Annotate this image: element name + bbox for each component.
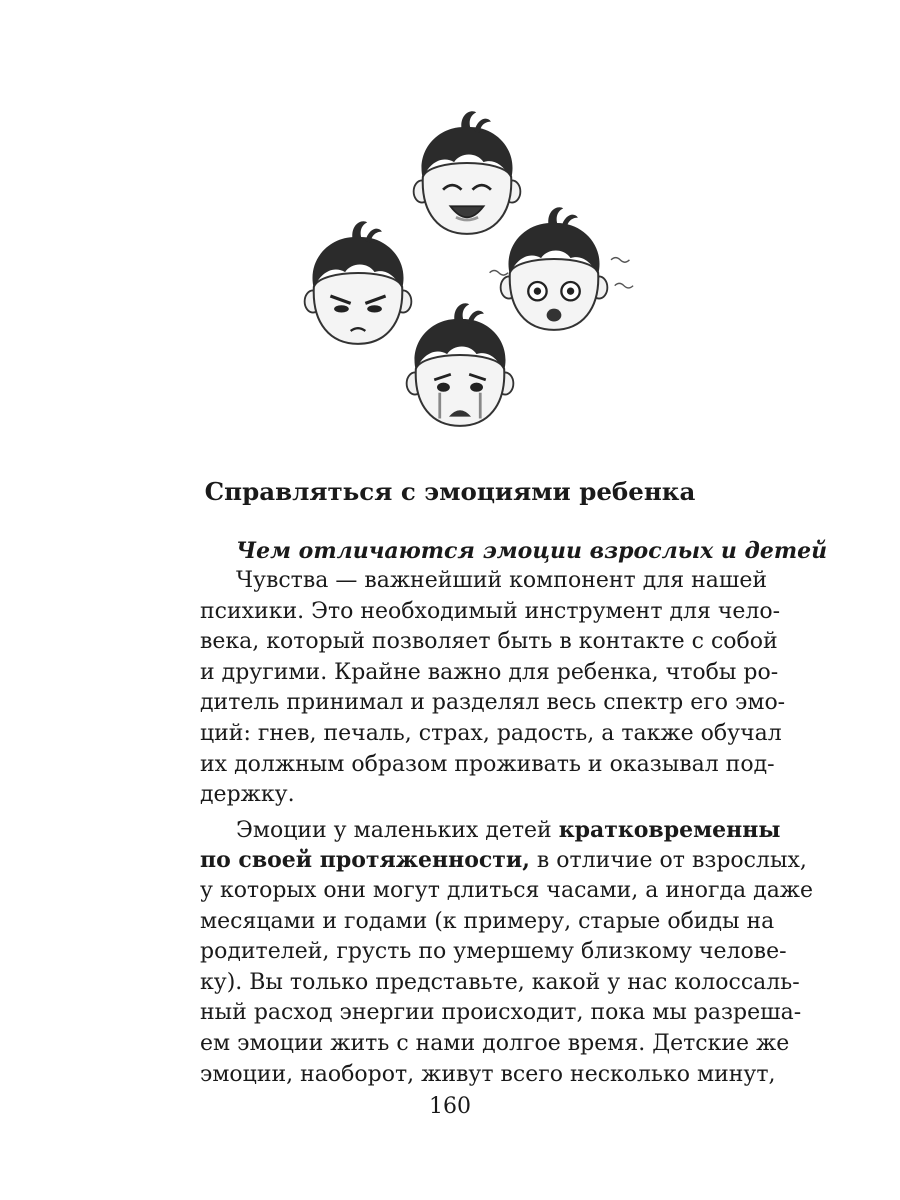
emotion-faces-illustration	[290, 100, 640, 445]
text-line: у которых они могут длиться часами, а иногда даже	[200, 877, 814, 903]
text-line: ций: гнев, печаль, страх, радость, а также обучал	[200, 720, 782, 746]
text-line: держку.	[200, 782, 295, 808]
page-number: 160	[429, 1094, 471, 1119]
bold-emphasis: кратковременны	[558, 816, 781, 843]
four-child-emotion-faces-icon	[290, 100, 640, 445]
text-line: психики. Это необходимый инструмент для чело-	[200, 598, 781, 624]
sadness-face-icon	[407, 303, 514, 426]
text-run: Эмоции у маленьких детей	[236, 817, 559, 843]
text-line: ем эмоции жить с нами долгое время. Детские же	[200, 1030, 790, 1056]
text-line: месяцами и годами (к примеру, старые обиды на	[200, 908, 775, 934]
text-line: дитель принимал и разделял весь спектр его эмо-	[200, 690, 786, 716]
text-line	[200, 815, 781, 846]
text-line: века, который позволяет быть в контакте с собой	[200, 629, 778, 655]
text-line: их должным образом проживать и оказывал под-	[200, 751, 775, 777]
body-text	[200, 566, 814, 1090]
section-title: Справляться с эмоциями ребенка	[204, 477, 696, 506]
text-line: родителей, грусть по умершему близкому челове-	[200, 939, 787, 965]
text-line	[200, 845, 807, 876]
paragraph-2	[200, 815, 814, 1090]
text-line: и другими. Крайне важно для ребенка, чтобы ро-	[200, 659, 779, 685]
text-line: эмоции, наоборот, живут всего несколько минут,	[200, 1061, 776, 1087]
bold-emphasis: по своей протяженности,	[200, 847, 530, 874]
subheading: Чем отличаются эмоции взрослых и детей	[236, 538, 828, 564]
text-run: в отличие от взрослых,	[529, 848, 807, 874]
fear-face-icon	[490, 207, 634, 330]
text-line: Чувства — важнейший компонент для нашей	[236, 568, 768, 593]
paragraph-1	[200, 566, 786, 811]
anger-face-icon	[305, 221, 412, 344]
joy-face-icon	[414, 111, 521, 234]
text-line: ный расход энергии происходит, пока мы разреша-	[200, 1000, 802, 1026]
text-line: ку). Вы только представьте, какой у нас колоссаль-	[200, 969, 800, 995]
